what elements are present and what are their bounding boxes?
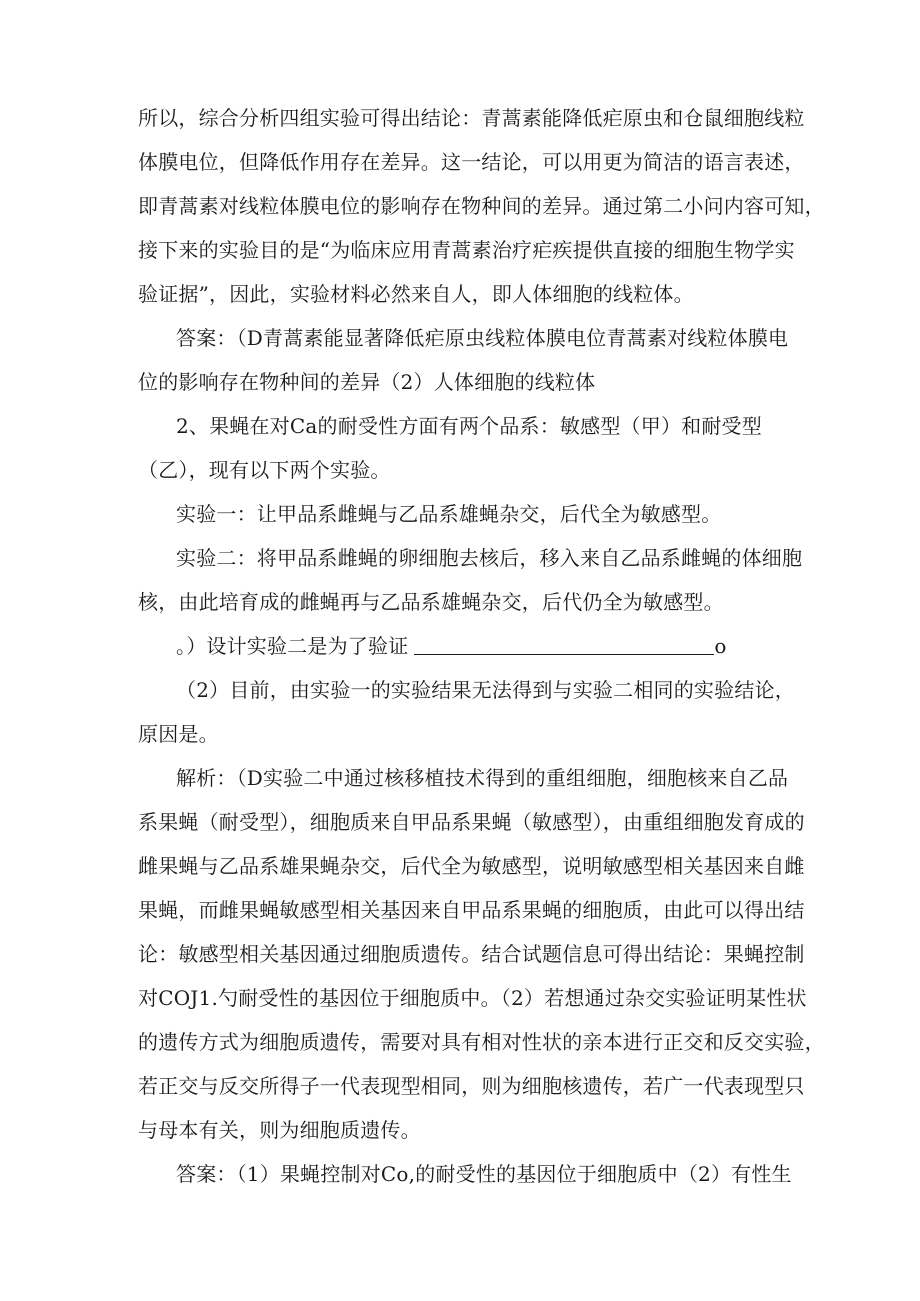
- answer-line: 答案：（D青蒿素能显著降低疟原虫线粒体膜电位青蒿素对线粒体膜电: [176, 326, 789, 350]
- answer-line: 位的影响存在物种间的差异（2）人体细胞的线粒体: [138, 370, 596, 394]
- subquestion-two: （2）目前，由实验一的实验结果无法得到与实验二相同的实验结论，: [176, 678, 795, 702]
- analysis-line: 解析：（D实验二中通过核移植技术得到的重组细胞，细胞核来自乙品: [176, 766, 789, 790]
- paragraph-line: 体膜电位，但降低作用存在差异。这一结论，可以用更为简洁的语言表述，: [138, 150, 805, 174]
- experiment-two-line: 核，由此培育成的雌蝇再与乙品系雄蝇杂交，后代仍全为敏感型。: [138, 590, 724, 614]
- analysis-line: 的遗传方式为细胞质遗传，需要对具有相对性状的亲本进行正交和反交实验，: [138, 1030, 825, 1054]
- analysis-line: 雌果蝇与乙品系雄果蝇杂交，后代全为敏感型，说明敏感型相关基因来自雌: [138, 854, 805, 878]
- analysis-line: 果蝇，而雌果蝇敏感型相关基因来自甲品系果蝇的细胞质，由此可以得出结: [138, 898, 805, 922]
- answer-line: 答案：（1）果蝇控制对Co,的耐受性的基因位于细胞质中（2）有性生: [176, 1162, 792, 1186]
- subquestion-one: [176, 632, 798, 660]
- analysis-line: 对COJ1.勺耐受性的基因位于细胞质中。（2）若想通过杂交实验证明某性状: [138, 986, 807, 1010]
- subquestion-one-text: 。）设计实验二是为了验证: [176, 634, 409, 658]
- paragraph-line: 接下来的实验目的是“为临床应用青蒿素治疗疟疾提供直接的细胞生物学实: [138, 238, 795, 262]
- analysis-line: 若正交与反交所得子一代表现型相同，则为细胞核遗传，若广一代表现型只: [138, 1074, 805, 1098]
- paragraph-line: 验证据”，因此，实验材料必然来自人，即人体细胞的线粒体。: [138, 282, 694, 306]
- experiment-one-line: 实验一：让甲品系雌蝇与乙品系雄蝇杂交，后代全为敏感型。: [176, 502, 722, 526]
- analysis-line: 论：敏感型相关基因通过细胞质遗传。结合试题信息可得出结论：果蝇控制: [138, 942, 805, 966]
- experiment-two-line: 实验二：将甲品系雌蝇的卵细胞去核后，移入来自乙品系雌蝇的体细胞: [176, 546, 803, 570]
- subquestion-two: 原因是。: [138, 722, 219, 746]
- question-line: （乙），现有以下两个实验。: [138, 458, 391, 482]
- paragraph-line: 即青蒿素对线粒体膜电位的影响存在物种间的差异。通过第二小问内容可知，: [138, 194, 825, 218]
- analysis-line: 与母本有关，则为细胞质遗传。: [138, 1118, 421, 1142]
- analysis-line: 系果蝇（耐受型），细胞质来自甲品系果蝇（敏感型），由重组细胞发育成的: [138, 810, 805, 834]
- subquestion-one-tail: o: [714, 634, 727, 658]
- answer-blank: [414, 634, 714, 655]
- paragraph-line: 所以，综合分析四组实验可得出结论：青蒿素能降低疟原虫和仓鼠细胞线粒: [138, 106, 805, 130]
- question-line: 2、果蝇在对Ca的耐受性方面有两个品系：敏感型（甲）和耐受型: [176, 414, 762, 438]
